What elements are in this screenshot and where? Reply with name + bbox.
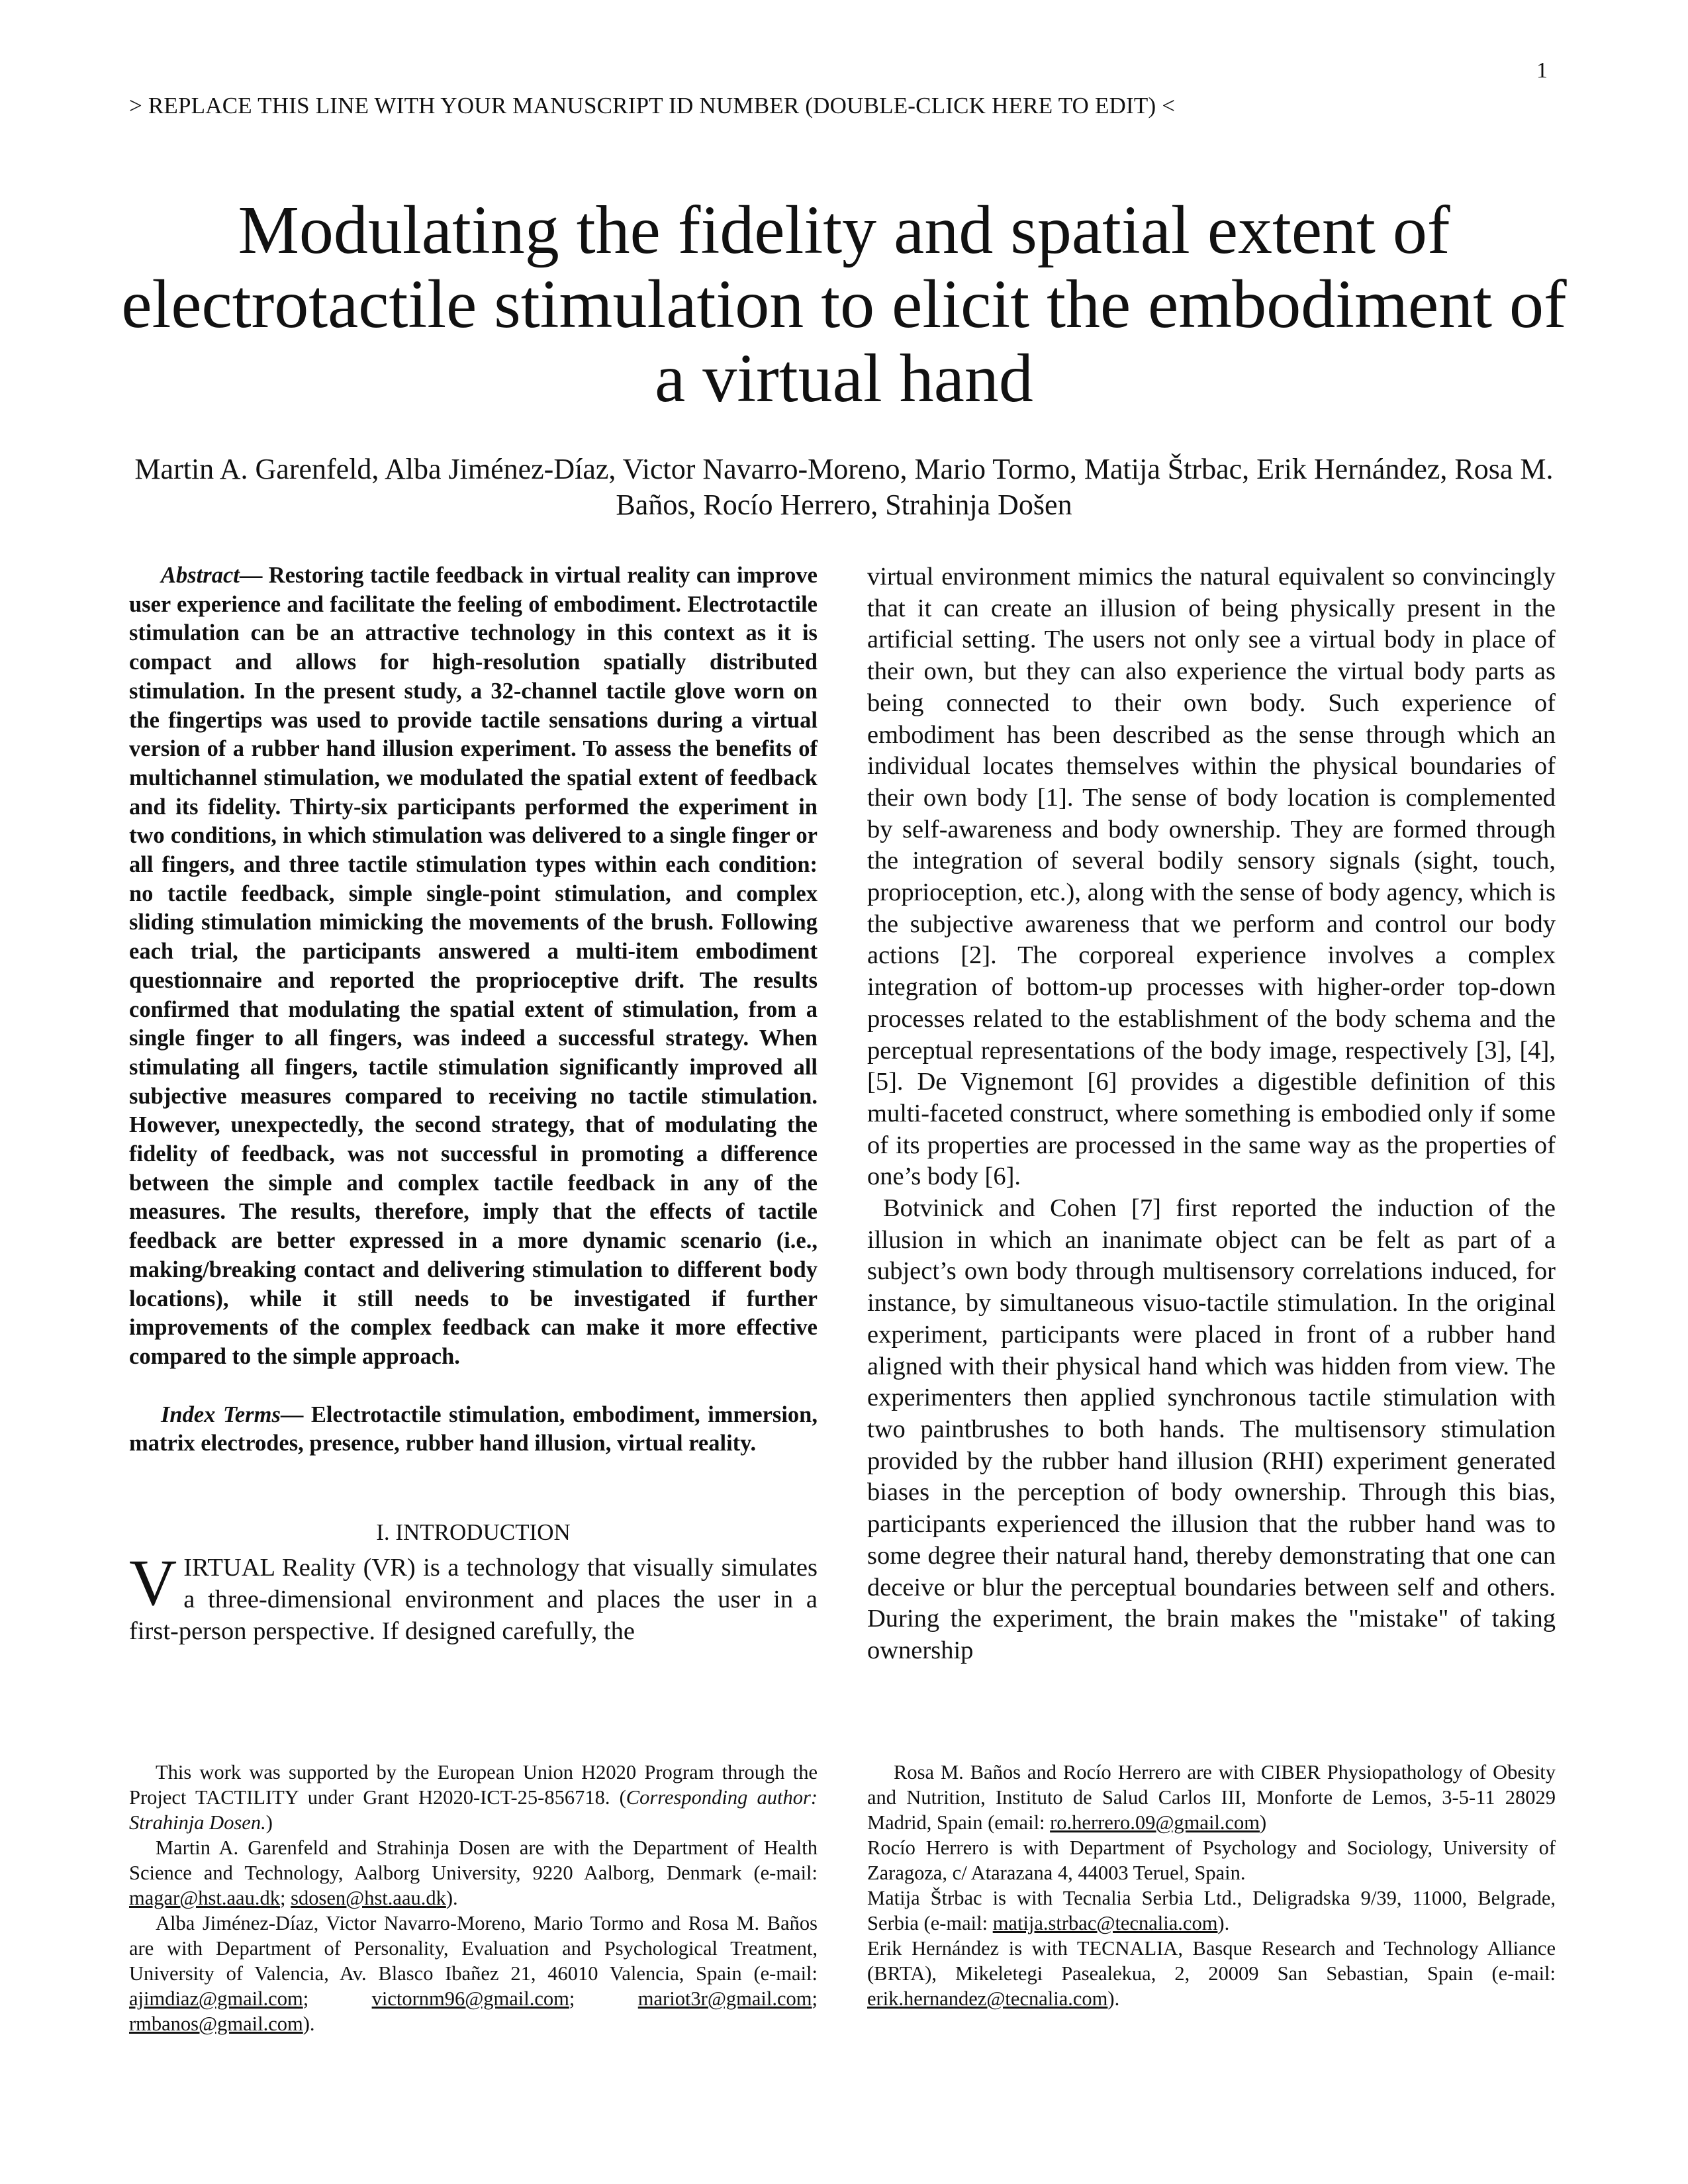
email-link-herrero[interactable]: ro.herrero.09@gmail.com — [1050, 1811, 1260, 1834]
footnote-funding-end: ) — [265, 1811, 273, 1834]
email-link-sdosen[interactable]: sdosen@hst.aau.dk — [291, 1887, 446, 1909]
footnote-tecnalia-serbia — [867, 1885, 1556, 1936]
paper-title: Modulating the fidelity and spatial extent of electrotactile stimulation to elicit the embodiment of a virtual hand — [121, 192, 1567, 416]
footnote-tecnalia-end: ). — [1107, 1987, 1120, 2010]
email-link-magar[interactable]: magar@hst.aau.dk — [129, 1887, 280, 1909]
drop-cap: V — [129, 1546, 177, 1620]
footnote-valencia: Alba Jiménez-Díaz, Victor Navarro-Moreno, Mario Tormo and Rosa M. Baños are with Department of Personality, Evaluation and Psychological Treatment, University of Valencia, Av. Blasco Ibañez 21, 46010 Valencia, Spain (e-mail: ajimdiaz@gmail.com; victornm96@gmail.com; mariot3r@gmail.com; rmbanos@gmail.com). — [129, 1912, 818, 2035]
footnote-zaragoza: Rocío Herrero is with Department of Psychology and Sociology, University of Zaragoza, c/ Atarazana 4, 44003 Teruel, Spain. — [867, 1836, 1556, 1884]
email-link-strbac[interactable]: matija.strbac@tecnalia.com — [992, 1912, 1218, 1934]
section-first-letter: I — [395, 1519, 404, 1546]
footnotes-left — [129, 1760, 818, 2036]
index-terms — [129, 1401, 818, 1458]
footnote-funding — [129, 1760, 818, 1835]
page-number: 1 — [1536, 58, 1548, 83]
abstract-dash: — — [239, 563, 263, 588]
footnote-valencia-text: Alba Jiménez-Díaz, Victor Navarro-Moreno, Mario Tormo and Rosa M. Baños are with Department of Personality, Evaluation and Psychological Treatment, University of Valencia, Av. Blasco Ibañez 21, 46010 Valencia, Spain (e-mail: — [129, 1912, 818, 1985]
footnote-aalborg-end: ). — [445, 1887, 458, 1909]
body-paragraph-2: Botvinick and Cohen [7] first reported the induction of the illusion in which an inanimate object can be felt as part of a subject’s own body through multisensory correlations induced, for instance, by simultaneous visuo-tactile stimulation. In the original experiment, participants were placed in front of a rubber hand aligned with their physical hand which was hidden from view. The experimenters then applied synchronous tactile stimulation with two paintbrushes to both hands. The multisensory stimulation provided by the rubber hand illusion (RHI) experiment generated biases in the perception of body ownership. Through this bias, participants experienced the illusion that the rubber hand was to some degree their natural hand, thereby demonstrating that one can deceive or blur the perceptual boundaries between self and others. During the experiment, the brain makes the "mistake" of taking ownership — [867, 1194, 1556, 1664]
section-number: I. — [376, 1519, 396, 1546]
index-terms-text: Electrotactile stimulation, embodiment, immersion, matrix electrodes, presence, rubber hand illusion, virtual reality. — [129, 1401, 818, 1456]
abstract — [129, 561, 818, 1372]
footnote-ciber-text: Rosa M. Baños and Rocío Herrero are with CIBER Physiopathology of Obesity and Nutrition, Instituto de Salud Carlos III, Monforte de Lemos, 3-5-11 28029 Madrid, Spain (email: — [867, 1761, 1556, 1834]
index-terms-label: Index Terms — [161, 1401, 281, 1427]
manuscript-id-header[interactable]: > REPLACE THIS LINE WITH YOUR MANUSCRIPT ID NUMBER (DOUBLE-CLICK HERE TO EDIT) < — [129, 93, 1176, 119]
separator: ; — [279, 1887, 291, 1909]
email-link-hernandez[interactable]: erik.hernandez@tecnalia.com — [867, 1987, 1108, 2010]
right-column — [867, 561, 1556, 1667]
intro-text: Reality (VR) is a technology that visually simulates a three-dimensional environment and places the user in a first-person perspective. If designed carefully, the — [129, 1554, 818, 1645]
footnote-ciber-end: ) — [1260, 1811, 1267, 1834]
footnote-tecnalia-text: Erik Hernández is with TECNALIA, Basque Research and Technology Alliance (BRTA), Mikeletegi Pasealekua, 2, 20009 San Sebastian, Spain (e-mail: — [867, 1937, 1556, 1985]
footnote-tecnalia — [867, 1936, 1556, 2011]
footnote-tecnalia-serbia-text: Matija Štrbac is with Tecnalia Serbia Ltd., Deligradska 9/39, 11000, Belgrade, Serbia (e-mail: — [867, 1887, 1556, 1934]
email-link-rmbanos[interactable]: rmbanos@gmail.com — [129, 2013, 303, 2035]
corresponding-author: Corresponding author: Strahinja Dosen. — [129, 1786, 818, 1834]
email-link-ajimdiaz[interactable]: ajimdiaz@gmail.com — [129, 1987, 303, 2010]
footnote-aalborg — [129, 1835, 818, 1911]
abstract-text: Restoring tactile feedback in virtual reality can improve user experience and facilitate the feeling of embodiment. Electrotactile stimulation can be an attractive technology in this context as it is compact and allows for high-resolution spatially distributed stimulation. In the present study, a 32-channel tactile glove worn on the fingertips was used to provide tactile sensations during a virtual version of a rubber hand illusion experiment. To assess the benefits of multichannel stimulation, we modulated the spatial extent of feedback and its fidelity. Thirty-six participants performed the experiment in two conditions, in which stimulation was delivered to a single finger or all fingers, and three tactile stimulation types within each condition: no tactile feedback, simple single-point stimulation, and complex sliding stimulation mimicking the movements of the brush. Following each trial, the participants answered a multi-item embodiment questionnaire and reported the proprioceptive drift. The results confirmed that modulating the spatial extent of stimulation, from a single finger to all fingers, was indeed a successful strategy. When stimulating all fingers, tactile stimulation significantly improved all subjective measures compared to receiving no tactile stimulation. However, unexpectedly, the second strategy, that of modulating the fidelity of feedback, was not successful in promoting a difference between the simple and complex tactile feedback in any of the measures. The results, therefore, imply that the effects of tactile feedback are better expressed in a more dynamic scenario (i.e., making/breaking contact and delivering stimulation to different body locations), while it still needs to be investigated if further improvements of the complex feedback can make it more effective compared to the simple approach. — [129, 563, 818, 1369]
footnotes-right — [867, 1760, 1556, 2011]
left-column — [129, 561, 818, 1647]
intro-smallcaps: IRTUAL — [183, 1554, 275, 1582]
intro-paragraph — [129, 1546, 818, 1647]
footnote-valencia-end: ). — [303, 2013, 315, 2035]
email-link-mariot3r[interactable]: mariot3r@gmail.com — [637, 1987, 812, 2010]
author-list: Martin A. Garenfeld, Alba Jiménez-Díaz, Victor Navarro-Moreno, Mario Tormo, Matija Štrbac, Erik Hernández, Rosa M. Baños, Rocío Herrero, Strahinja Došen — [134, 453, 1554, 521]
abstract-label: Abstract — [161, 563, 240, 588]
footnote-ciber — [867, 1760, 1556, 1835]
body-paragraph-1: virtual environment mimics the natural equivalent so convincingly that it can create an illusion of being physically present in the artificial setting. The users not only see a virtual body in place of their own, but they can also experience the virtual body parts as being connected to their own body. Such experience of embodiment has been described as the sense through which an individual locates themselves within the physical boundaries of their own body [1]. The sense of body location is complemented by self-awareness and body ownership. They are formed through the integration of several bodily sensory signals (sight, touch, proprioception, etc.), along with the sense of body agency, which is the subjective awareness that we perform and control our body actions [2]. The corporeal experience involves a complex integration of bottom-up processes with higher-order top-down processes related to the establishment of the body schema and the perceptual representations of the body image, respectively [3], [4], [5]. De Vignemont [6] provides a digestible definition of this multi-faceted construct, where something is embodied only if some of its properties are processed in the same way as the properties of one’s body [6]. — [867, 563, 1556, 1191]
email-link-victornm96[interactable]: victornm96@gmail.com — [371, 1987, 569, 2010]
index-terms-dash: — — [280, 1401, 304, 1427]
footnote-tecnalia-serbia-end: ). — [1217, 1912, 1230, 1934]
section-title-rest: NTRODUCTION — [403, 1519, 571, 1546]
footnote-aalborg-text: Martin A. Garenfeld and Strahinja Dosen are with the Department of Health Science and Technology, Aalborg University, 9220 Aalborg, Denmark (e-mail: — [129, 1836, 818, 1884]
footnote-funding-text: This work was supported by the European Union H2020 Program through the Project TACTILITY under Grant H2020-ICT-25-856718. ( — [129, 1761, 818, 1809]
section-heading-introduction — [129, 1519, 818, 1546]
